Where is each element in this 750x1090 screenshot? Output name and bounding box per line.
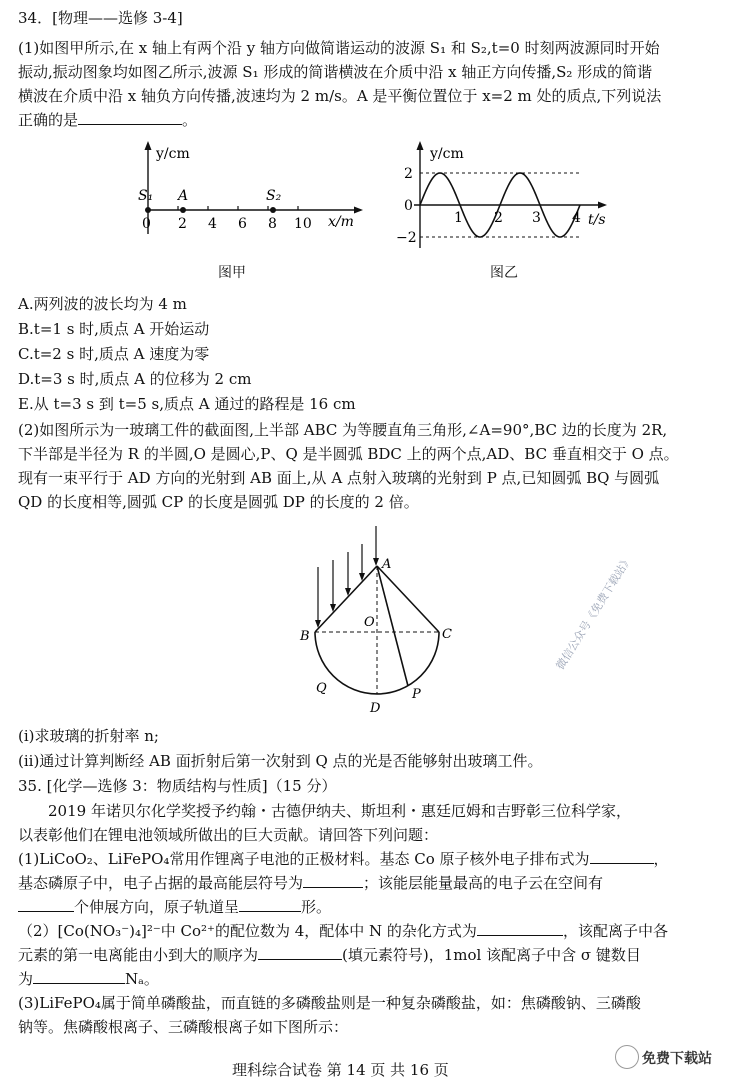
y-label: y/cm [430,146,464,162]
q35-s2-b-end: (填元素符号)，1mol 该配离子中含 σ 键数目 [342,946,641,964]
footer-brand: 免费下载站 [642,1051,712,1067]
q34-p2-line1: (2)如图所示为一玻璃工件的截面图,上半部 ABC 为等腰直角三角形,∠A=90°,BC 边的长度为 2R, [18,421,668,439]
q35-s2-a-end: ，该配离子中各 [562,922,668,940]
tick-label: 2 [178,216,187,232]
option-b: B.t=1 s 时,质点 A 开始运动 [18,320,210,338]
x-label: x/m [328,214,354,230]
q35-s1-line2 [18,873,603,893]
answer-blank [78,110,182,125]
label-a: A [382,557,392,572]
answer-blank [258,945,342,960]
label-c: C [442,627,452,642]
a-label: A [178,188,189,204]
page-footer: 理科综合试卷 第 14 页 共 16 页 [232,1061,449,1079]
q34-p1-line4-text: 正确的是 [18,111,79,129]
ttick-label: 3 [532,210,541,226]
answer-blank [303,873,363,888]
q35-s2-line3 [18,969,159,989]
q35-s1-b-end: ；该能层能量最高的电子云在空间有 [363,874,604,892]
ttick-label: 4 [572,210,581,226]
q34-p1-line1: (1)如图甲所示,在 x 轴上有两个沿 y 轴方向做简谐运动的波源 S₁ 和 S₂,t=0 时刻两波源同时开始 [18,39,660,57]
q35-header: 35. [化学—选修 3：物质结构与性质]（15 分） [18,777,337,795]
q35-s3-line2: 钠等。焦磷酸根离子、三磷酸根离子如下图所示： [18,1018,349,1036]
s2-point [270,207,276,213]
t-label: t/s [588,212,606,228]
q34-sub-i: (i)求玻璃的折射率 n; [18,727,159,745]
ttick-label: 1 [454,210,463,226]
q34-p1-line3: 横波在介质中沿 x 轴负方向传播,波速均为 2 m/s。A 是平衡位置位于 x=2 m 处的质点,下列说法 [18,87,662,105]
q35-s1-c: 个伸展方向，原子轨道呈 [74,898,240,916]
figure-jia-caption: 图甲 [218,265,246,281]
ytick-label: 2 [404,166,413,182]
glass-figure [290,522,470,717]
q34-p2-line2: 下半部是半径为 R 的半圆,O 是圆心,P、Q 是半圆弧 BDC 上的两个点,AD、BC 垂直相交于 O 点。 [18,445,679,463]
y-axis-arrow [417,141,424,150]
incident-rays [315,526,379,628]
q35-s2-c: 为 [18,970,34,988]
label-p: P [412,687,421,702]
q35-s2-a: （2）[Co(NO₃⁻)₄]²⁻中 Co²⁺的配位数为 4，配体中 N 的杂化方式为 [18,922,477,940]
q34-p1-line4 [18,110,197,130]
x-axis-arrow [354,207,363,214]
label-q: Q [316,681,327,696]
watermark: 微信公众号《免费下载站》 [553,553,635,672]
q35-s1-line3 [18,897,331,917]
q35-s1-b: 基态磷原子中，电子占据的最高能层符号为 [18,874,304,892]
q35-s2-b: 元素的第一电离能由小到大的顺序为 [18,946,259,964]
q35-s2-line2 [18,945,641,965]
answer-blank [239,897,301,912]
figure-jia [128,138,368,248]
ytick-label: −2 [396,230,417,246]
tick-label: 8 [268,216,277,232]
s1-point [145,207,151,213]
s1-label: S₁ [138,188,154,204]
q35-s1-a-end: ， [653,850,669,868]
q34-p1-line2: 振动,振动图象均如图乙所示,波源 S₁ 形成的简谐横波在介质中沿 x 轴正方向传播,S₂ 形成的简谐 [18,63,653,81]
tick-label: 6 [238,216,247,232]
q35-s2-line1 [18,921,668,941]
q34-sub-ii: (ii)通过计算判断经 AB 面折射后第一次射到 Q 点的光是否能够射出玻璃工件。 [18,752,543,770]
q35-s1-line1 [18,849,669,869]
q35-s1-a: (1)LiCoO₂、LiFePO₄常用作锂离子电池的正极材料。基态 Co 原子核外电子排布式为 [18,850,590,868]
label-b: B [300,629,310,644]
q34-p2-line3: 现有一束平行于 AD 方向的光射到 AB 面上,从 A 点射入玻璃的光射到 P 点,已知圆弧 BQ 与圆弧 [18,469,660,487]
ytick-label: 0 [404,198,413,214]
label-o: O [364,615,375,630]
y-axis-arrow [145,141,152,150]
y-label: y/cm [156,146,190,162]
answer-blank [33,969,125,984]
t-axis-arrow [598,202,607,209]
tick-label: 4 [208,216,217,232]
q35-s2-c-end: Nₐ。 [125,970,159,988]
wechat-logo-icon [615,1045,639,1069]
q34-header: 34．[物理——选修 3-4] [18,9,183,27]
s2-label: S₂ [266,188,282,204]
tick-label: 10 [294,216,312,232]
q35-intro-line2: 以表彰他们在锂电池领域所做出的巨大贡献。请回答下列问题： [18,826,439,844]
answer-blank [590,849,654,864]
q35-s3-line1: (3)LiFePO₄属于简单磷酸盐，而直链的多磷酸盐则是一种复杂磷酸盐，如：焦磷酸钠、三磷酸 [18,994,641,1012]
option-d: D.t=3 s 时,质点 A 的位移为 2 cm [18,370,252,388]
ttick-label: 2 [494,210,503,226]
origin-label: 0 [142,216,151,232]
refracted-ray-ap [377,566,408,686]
figure-yi [392,138,622,253]
q34-p2-line4: QD 的长度相等,圆弧 CP 的长度是圆弧 DP 的长度的 2 倍。 [18,493,419,511]
option-c: C.t=2 s 时,质点 A 速度为零 [18,345,210,363]
option-e: E.从 t=3 s 到 t=5 s,质点 A 通过的路程是 16 cm [18,395,356,413]
q35-intro-line1: 2019 年诺贝尔化学奖授予约翰・古德伊纳夫、斯坦利・惠廷厄姆和吉野彰三位科学家， [48,802,631,820]
q34-p1-end: 。 [182,111,198,129]
a-point [180,207,186,213]
figure-yi-caption: 图乙 [490,265,518,281]
answer-blank [477,921,563,936]
semicircle-bdc [315,632,439,694]
answer-blank [18,897,74,912]
label-d: D [370,701,381,716]
q35-s1-c-end: 形。 [301,898,332,916]
option-a: A.两列波的波长均为 4 m [18,295,187,313]
